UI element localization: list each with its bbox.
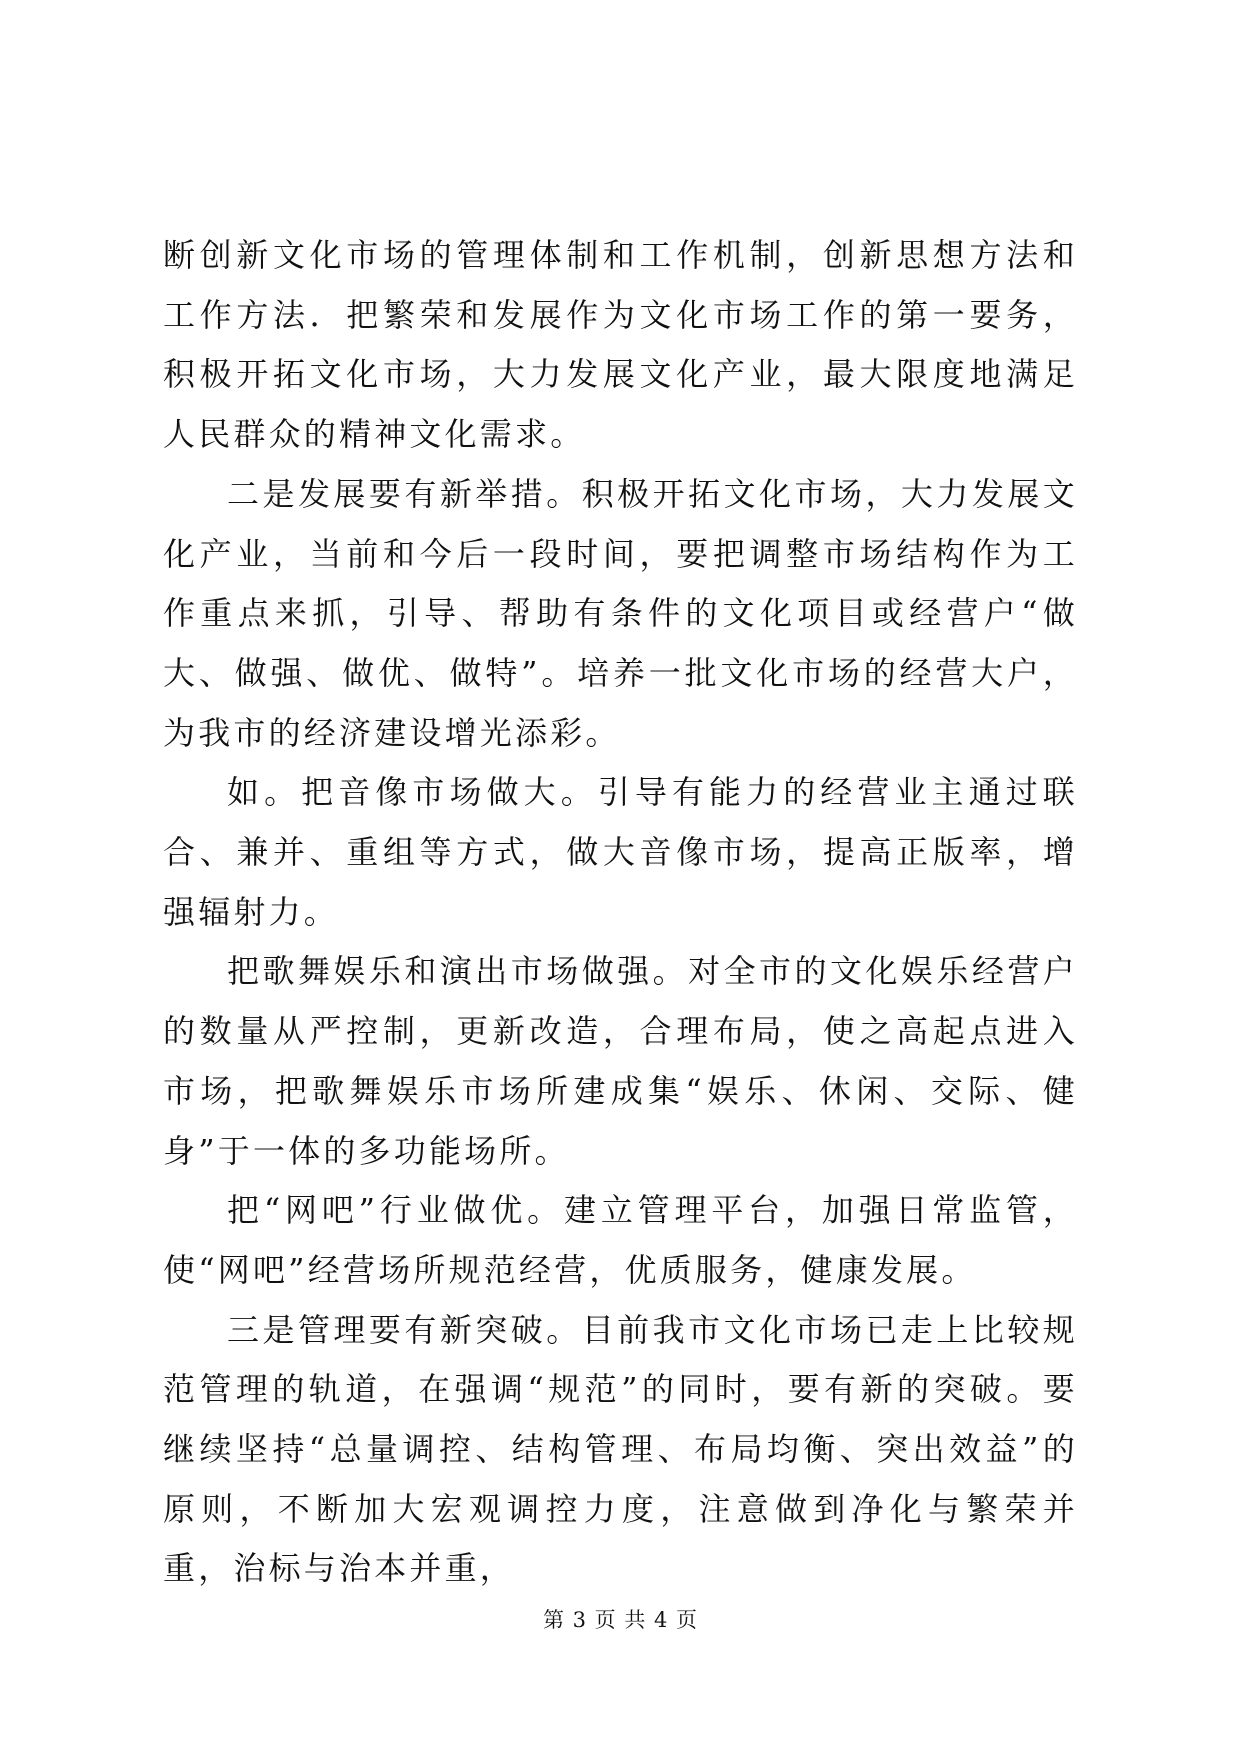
paragraph-3: 如。把音像市场做大。引导有能力的经营业主通过联合、兼并、重组等方式，做大音像市场，提高正版率，增强辐射力。: [163, 773, 1078, 931]
document-body: [163, 226, 1078, 1599]
paragraph-4: 把歌舞娱乐和演出市场做强。对全市的文化娱乐经营户的数量从严控制，更新改造，合理布局，使之高起点进入市场，把歌舞娱乐市场所建成集“娱乐、休闲、交际、健身”于一体的多功能场所。: [163, 952, 1078, 1170]
paragraph-6: 三是管理要有新突破。目前我市文化市场已走上比较规范管理的轨道，在强调“规范”的同时，要有新的突破。要继续坚持“总量调控、结构管理、布局均衡、突出效益”的原则，不断加大宏观调控力度，注意做到净化与繁荣并重，治标与治本并重，: [163, 1310, 1078, 1588]
paragraph-2: 二是发展要有新举措。积极开拓文化市场，大力发展文化产业，当前和今后一段时间，要把调整市场结构作为工作重点来抓，引导、帮助有条件的文化项目或经营户“做大、做强、做优、做特”。培养一批文化市场的经营大户，为我市的经济建设增光添彩。: [163, 474, 1078, 752]
paragraph-1: 断创新文化市场的管理体制和工作机制，创新思想方法和工作方法．把繁荣和发展作为文化市场工作的第一要务，积极开拓文化市场，大力发展文化产业，最大限度地满足人民群众的精神文化需求。: [163, 236, 1078, 454]
page-footer: 第 3 页 共 4 页: [542, 1608, 699, 1632]
paragraph-5: 把“网吧”行业做优。建立管理平台，加强日常监管，使“网吧”经营场所规范经营，优质服务，健康发展。: [163, 1191, 1078, 1289]
